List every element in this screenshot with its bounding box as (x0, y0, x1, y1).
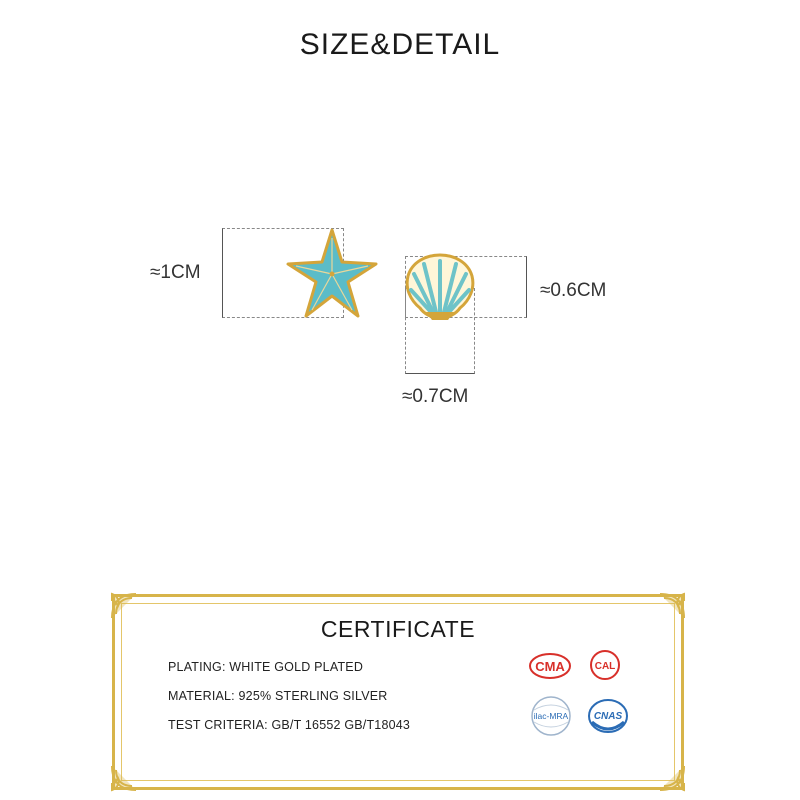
star-height-label: ≈1CM (150, 262, 201, 283)
cal-logo-icon (588, 648, 622, 682)
cal-logo-text: CAL (594, 661, 616, 672)
plating-text: PLATING: WHITE GOLD PLATED (168, 660, 364, 674)
shell-width-label: ≈0.7CM (402, 386, 469, 407)
corner-ornament-icon (658, 764, 686, 792)
test-criteria-text: TEST CRITERIA: GB/T 16552 GB/T18043 (168, 718, 411, 732)
certificate-title: CERTIFICATE (320, 616, 476, 642)
ilac-mra-logo-icon (526, 694, 576, 738)
material-text: MATERIAL: 925% STERLING SILVER (168, 689, 388, 703)
corner-ornament-icon (110, 764, 138, 792)
shell-height-label: ≈0.6CM (540, 280, 607, 301)
certificate-panel (112, 594, 684, 790)
cma-logo-icon (528, 652, 572, 680)
shell-earring-image (402, 252, 478, 322)
ilac-mra-logo-text: ilac-MRA (533, 711, 569, 721)
page-title: SIZE&DETAIL (299, 28, 501, 61)
cma-logo-text: CMA (535, 659, 565, 674)
cnas-logo-icon (586, 696, 630, 736)
cnas-logo-text: CNAS (593, 711, 623, 722)
starfish-earring-image (282, 224, 382, 324)
